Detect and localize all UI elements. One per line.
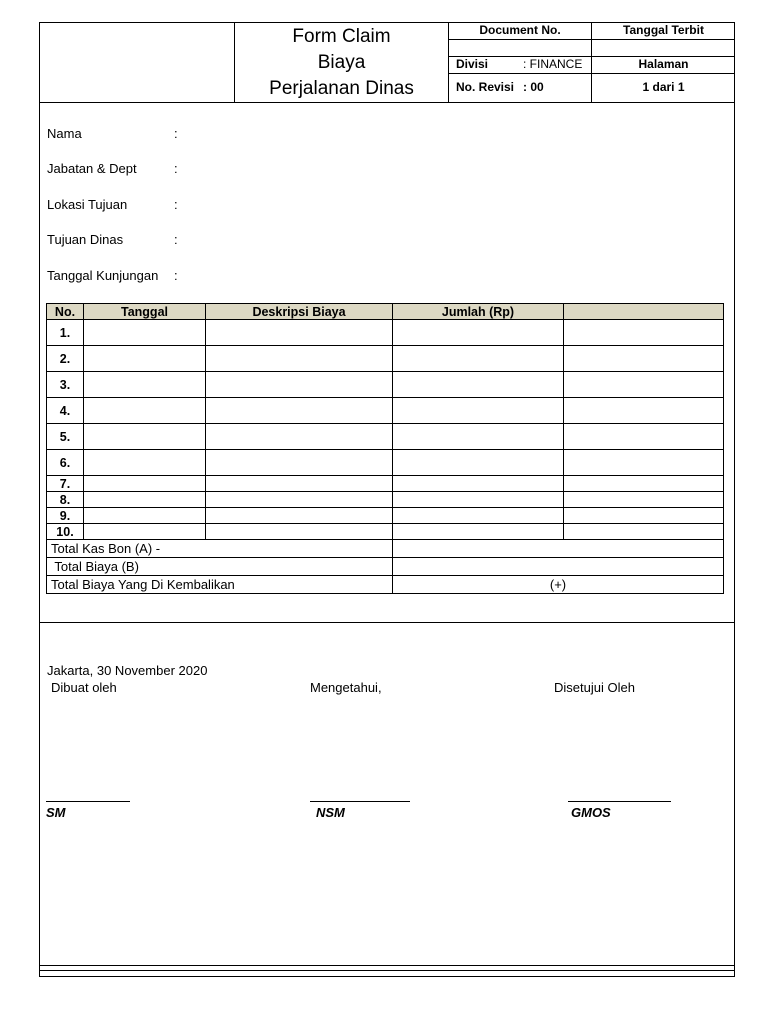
cell-jumlah[interactable] [393, 320, 564, 346]
field-jabatan-colon: : [174, 161, 178, 176]
cell-tanggal[interactable] [84, 508, 206, 524]
total-row [47, 576, 724, 594]
table-row [47, 508, 724, 524]
total-biaya-value[interactable] [393, 558, 724, 576]
header-tanggal: Tanggal [84, 304, 206, 320]
cell-tanggal[interactable] [84, 450, 206, 476]
dibuat-oleh-label: Dibuat oleh [51, 680, 117, 695]
row-number: 6. [47, 450, 84, 476]
table-row [47, 492, 724, 508]
field-tujuan-colon: : [174, 232, 178, 247]
field-lokasi-label: Lokasi Tujuan [47, 197, 128, 212]
role-nsm: NSM [316, 805, 345, 820]
cell-extra[interactable] [564, 524, 724, 540]
cell-deskripsi[interactable] [206, 476, 393, 492]
header-deskripsi: Deskripsi Biaya [206, 304, 393, 320]
logo-area [41, 24, 233, 101]
cell-extra[interactable] [564, 398, 724, 424]
cell-tanggal[interactable] [84, 398, 206, 424]
total-row [47, 540, 724, 558]
document-no-label: Document No. [479, 23, 561, 37]
cell-extra[interactable] [564, 346, 724, 372]
mengetahui-label: Mengetahui, [310, 680, 382, 695]
total-row [47, 558, 724, 576]
title-line-3: Perjalanan Dinas [269, 78, 414, 99]
row-number: 5. [47, 424, 84, 450]
total-dikembalikan-label: Total Biaya Yang Di Kembalikan [47, 576, 393, 594]
divisi-label: Divisi [456, 57, 489, 71]
row-number: 3. [47, 372, 84, 398]
header-no: No. [47, 304, 84, 320]
cell-jumlah[interactable] [393, 476, 564, 492]
row-number: 1. [47, 320, 84, 346]
tanggal-terbit-label: Tanggal Terbit [623, 23, 704, 37]
disetujui-oleh-label: Disetujui Oleh [554, 680, 635, 695]
cell-extra[interactable] [564, 450, 724, 476]
cell-deskripsi[interactable] [206, 450, 393, 476]
table-row [47, 450, 724, 476]
halaman-value: 1 dari 1 [642, 80, 685, 94]
place-date: Jakarta, 30 November 2020 [47, 663, 208, 678]
table-row [47, 372, 724, 398]
cell-jumlah[interactable] [393, 492, 564, 508]
cell-deskripsi[interactable] [206, 508, 393, 524]
total-kas-bon-value[interactable] [393, 540, 724, 558]
total-biaya-label: Total Biaya (B) [47, 558, 393, 576]
cell-deskripsi[interactable] [206, 424, 393, 450]
cell-tanggal[interactable] [84, 424, 206, 450]
cell-extra[interactable] [564, 372, 724, 398]
cell-deskripsi[interactable] [206, 492, 393, 508]
cell-jumlah[interactable] [393, 346, 564, 372]
role-gmos: GMOS [571, 805, 611, 820]
cell-jumlah[interactable] [393, 398, 564, 424]
row-number: 8. [47, 492, 84, 508]
row-number: 4. [47, 398, 84, 424]
signature-section-divider [39, 622, 735, 623]
cell-deskripsi[interactable] [206, 398, 393, 424]
footer-line-1 [39, 965, 735, 966]
title-line-1: Form Claim [292, 26, 391, 47]
row-number: 2. [47, 346, 84, 372]
meta-row-line-1 [448, 39, 735, 40]
cell-tanggal[interactable] [84, 372, 206, 398]
cell-extra[interactable] [564, 320, 724, 346]
cell-tanggal[interactable] [84, 492, 206, 508]
row-number: 10. [47, 524, 84, 540]
cell-extra[interactable] [564, 492, 724, 508]
table-row [47, 424, 724, 450]
meta-row-line-3 [448, 73, 735, 74]
cell-extra[interactable] [564, 476, 724, 492]
row-number: 9. [47, 508, 84, 524]
signature-line-nsm [310, 801, 410, 802]
signature-line-sm [46, 801, 130, 802]
field-tujuan-label: Tujuan Dinas [47, 232, 124, 247]
header-extra [564, 304, 724, 320]
title-line-2: Biaya [317, 52, 366, 73]
cell-tanggal[interactable] [84, 476, 206, 492]
total-kas-bon-label: Total Kas Bon (A) - [47, 540, 393, 558]
table-row [47, 398, 724, 424]
no-revisi-value: : 00 [523, 80, 544, 94]
cell-extra[interactable] [564, 424, 724, 450]
field-tanggal-kunjungan-colon: : [174, 268, 178, 283]
cell-deskripsi[interactable] [206, 346, 393, 372]
table-header-row [47, 304, 724, 320]
cell-tanggal[interactable] [84, 320, 206, 346]
field-nama-colon: : [174, 126, 178, 141]
table-row [47, 476, 724, 492]
form-title [235, 24, 448, 102]
table-row [47, 524, 724, 540]
header-jumlah: Jumlah (Rp) [393, 304, 564, 320]
cell-jumlah[interactable] [393, 424, 564, 450]
cell-jumlah[interactable] [393, 450, 564, 476]
no-revisi-label: No. Revisi [456, 80, 515, 94]
divisi-value: : FINANCE [523, 57, 583, 71]
table-row [47, 346, 724, 372]
table-row [47, 320, 724, 346]
field-nama-label: Nama [47, 126, 82, 141]
cell-jumlah[interactable] [393, 524, 564, 540]
cell-deskripsi[interactable] [206, 320, 393, 346]
cell-tanggal[interactable] [84, 524, 206, 540]
cell-jumlah[interactable] [393, 372, 564, 398]
field-lokasi-colon: : [174, 197, 178, 212]
total-dikembalikan-value[interactable]: (+) [393, 576, 724, 594]
cell-deskripsi[interactable] [206, 524, 393, 540]
cell-extra[interactable] [564, 508, 724, 524]
cell-tanggal[interactable] [84, 346, 206, 372]
footer-line-2 [39, 970, 735, 971]
field-tanggal-kunjungan-label: Tanggal Kunjungan [47, 268, 159, 283]
field-jabatan-label: Jabatan & Dept [47, 161, 137, 176]
header-bottom-divider [39, 102, 735, 103]
cell-deskripsi[interactable] [206, 372, 393, 398]
role-sm: SM [46, 805, 66, 820]
signature-line-gmos [568, 801, 671, 802]
halaman-label: Halaman [638, 57, 689, 71]
expense-table [46, 303, 724, 594]
row-number: 7. [47, 476, 84, 492]
cell-jumlah[interactable] [393, 508, 564, 524]
